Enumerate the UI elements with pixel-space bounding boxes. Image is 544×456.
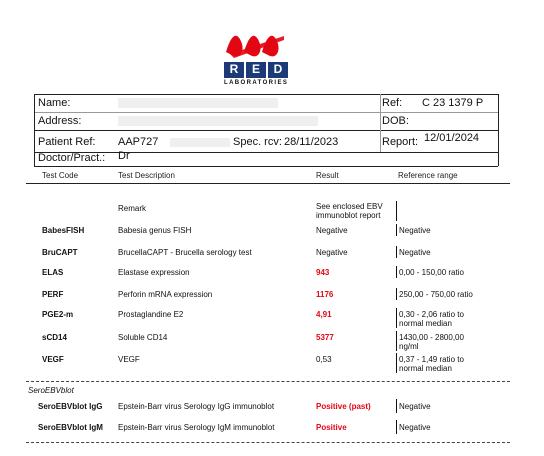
reference-range: Negative	[399, 248, 431, 257]
column-header-underline	[26, 183, 510, 184]
red-laboratories-logo	[224, 30, 288, 92]
test-code: VEGF	[42, 355, 64, 364]
name-redaction	[118, 98, 278, 108]
test-description: Prostaglandine E2	[118, 310, 184, 319]
patient-ref-value: AAP727	[118, 136, 159, 148]
test-description: Perforin mRNA expression	[118, 290, 213, 299]
range-marker	[396, 288, 397, 300]
test-code: PGE2-m	[42, 310, 74, 319]
test-description: Soluble CD14	[118, 333, 168, 342]
name-label: Name:	[38, 97, 71, 109]
patient-ref-label: Patient Ref:	[38, 136, 96, 148]
test-code: BruCAPT	[42, 248, 78, 257]
logo-subtitle: LABORATORIES	[224, 80, 289, 86]
spec-rcv-label: Spec. rcv:	[233, 136, 282, 148]
reference-range-note: normal median	[399, 319, 452, 328]
column-header-range: Reference range	[398, 171, 458, 180]
test-description: Epstein-Barr virus Serology IgG immunoblot	[118, 402, 275, 411]
remark-label: Remark	[118, 204, 147, 213]
header-top-border	[34, 94, 498, 95]
group-label: SeroEBVblot	[28, 386, 74, 395]
test-code: SeroEBVblot IgG	[38, 402, 103, 411]
ref-value: C 23 1379 P	[422, 97, 484, 109]
header-row1-divider	[34, 112, 498, 113]
test-result-abnormal: 5377	[316, 333, 334, 342]
test-description: Babesia genus FISH	[118, 226, 192, 235]
patient-ref-redaction	[170, 138, 230, 147]
test-result-abnormal: 4,91	[316, 310, 332, 319]
reference-range: Negative	[399, 226, 431, 235]
remark-result-line2: immunoblot report	[316, 211, 381, 220]
logo-waves-icon	[224, 30, 288, 60]
test-result-abnormal: Positive	[316, 423, 347, 432]
range-marker	[396, 224, 397, 236]
column-header-code: Test Code	[42, 171, 79, 180]
address-label: Address:	[38, 115, 82, 127]
reference-range: 1430,00 - 2800,00	[399, 333, 464, 342]
reference-range: Negative	[399, 402, 431, 411]
doctor-value: Dr	[118, 150, 130, 162]
test-description: VEGF	[118, 355, 140, 364]
report-value: 12/01/2024	[424, 132, 480, 144]
spec-rcv-value: 28/11/2023	[284, 136, 339, 148]
test-code: sCD14	[42, 333, 67, 342]
reference-range-note: normal median	[399, 364, 452, 373]
remark-range-marker	[396, 201, 397, 221]
reference-range: 0,00 - 150,00 ratio	[399, 268, 464, 277]
logo-letters	[224, 62, 288, 78]
test-result-abnormal: 1176	[316, 290, 334, 299]
group-divider-top	[26, 381, 510, 382]
test-result: Negative	[316, 226, 348, 235]
logo-letter-r: R	[224, 62, 244, 78]
doctor-label: Doctor/Pract.:	[38, 152, 106, 164]
column-header-description: Test Description	[118, 171, 175, 180]
reference-range: 0,30 - 2,06 ratio to	[399, 310, 464, 319]
reference-range: 0,37 - 1,49 ratio to	[399, 355, 464, 364]
range-marker	[396, 266, 397, 278]
header-row2-divider	[34, 130, 498, 131]
address-redaction	[118, 116, 318, 126]
dob-label: DOB:	[382, 115, 409, 127]
test-result-abnormal: Positive (past)	[316, 402, 371, 411]
range-marker	[396, 353, 397, 373]
reference-range-unit: ng/ml	[399, 342, 419, 351]
reference-range: Negative	[399, 423, 431, 432]
reference-range: 250,00 - 750,00 ratio	[399, 290, 473, 299]
test-description: Elastase expression	[118, 268, 190, 277]
range-marker	[396, 420, 397, 434]
header-right-border	[498, 94, 499, 166]
column-header-result: Result	[316, 171, 339, 180]
remark-result-line1: See enclosed EBV	[316, 202, 383, 211]
test-code: SeroEBVblot IgM	[38, 423, 103, 432]
range-marker	[396, 399, 397, 413]
report-label: Report:	[382, 136, 419, 148]
test-code: BabesFISH	[42, 226, 85, 235]
header-inner-divider	[380, 94, 381, 152]
logo-letter-e: E	[246, 62, 266, 78]
test-description: BrucellaCAPT - Brucella serology test	[118, 248, 252, 257]
range-marker	[396, 246, 397, 258]
logo-letter-d: D	[268, 62, 288, 78]
group-divider-bottom	[26, 442, 510, 443]
test-code: ELAS	[42, 268, 64, 277]
header-bottom-border	[34, 166, 498, 167]
test-description: Epstein-Barr virus Serology IgM immunoblot	[118, 423, 275, 432]
header-left-border	[34, 94, 35, 166]
test-result-abnormal: 943	[316, 268, 330, 277]
range-marker	[396, 331, 397, 351]
ref-label: Ref:	[382, 97, 403, 109]
range-marker	[396, 308, 397, 328]
test-code: PERF	[42, 290, 64, 299]
test-result: Negative	[316, 248, 348, 257]
test-result: 0,53	[316, 355, 332, 364]
